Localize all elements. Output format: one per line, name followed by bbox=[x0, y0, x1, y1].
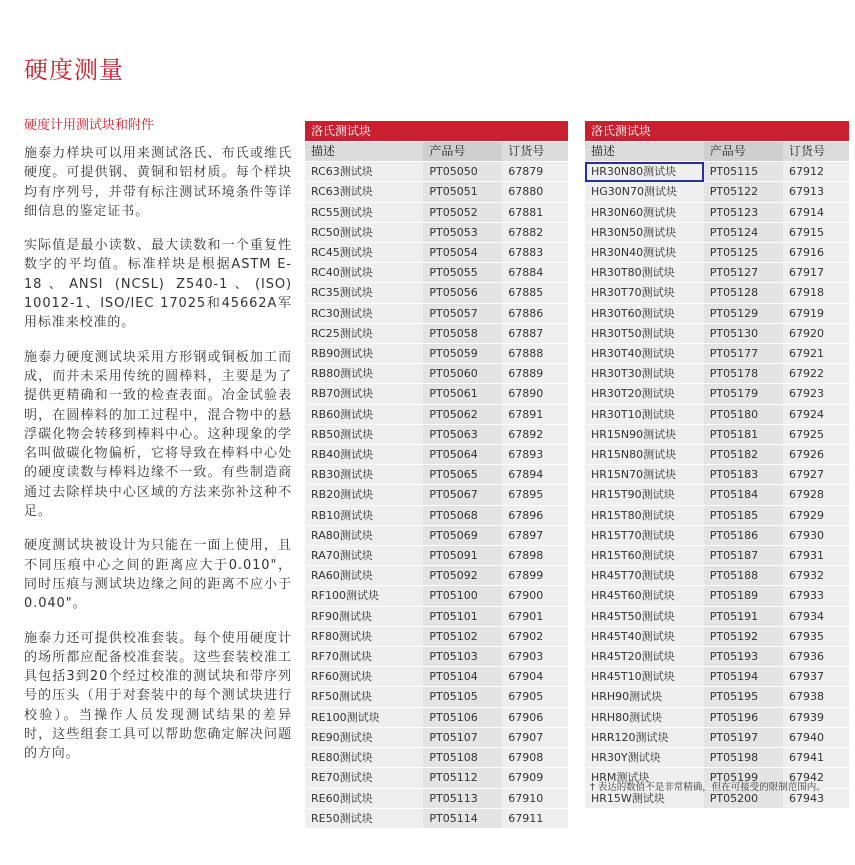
cell-product-number: PT05114 bbox=[423, 808, 502, 828]
cell-order-number: 67908 bbox=[502, 748, 568, 768]
cell-description: RB60测试块 bbox=[305, 404, 423, 424]
table-row bbox=[305, 323, 568, 343]
cell-description: HR45T50测试块 bbox=[585, 606, 704, 626]
cell-description: RE60测试块 bbox=[305, 788, 423, 808]
cell-order-number: 67934 bbox=[783, 606, 849, 626]
cell-description: HR15T90测试块 bbox=[585, 485, 704, 505]
cell-description: HR30Y测试块 bbox=[585, 748, 704, 768]
cell-product-number: PT05050 bbox=[423, 162, 502, 182]
table-row bbox=[585, 727, 849, 747]
cell-product-number: PT05185 bbox=[704, 505, 783, 525]
cell-description: HR30T40测试块 bbox=[585, 344, 704, 364]
cell-product-number: PT05113 bbox=[423, 788, 502, 808]
table-row bbox=[585, 445, 849, 465]
cell-product-number: PT05051 bbox=[423, 182, 502, 202]
cell-description: RC25测试块 bbox=[305, 323, 423, 343]
cell-description: HR15T80测试块 bbox=[585, 505, 704, 525]
cell-description: RE50测试块 bbox=[305, 808, 423, 828]
cell-order-number: 67932 bbox=[783, 566, 849, 586]
cell-order-number: 67893 bbox=[502, 445, 568, 465]
cell-product-number: PT05103 bbox=[423, 647, 502, 667]
cell-product-number: PT05100 bbox=[423, 586, 502, 606]
cell-order-number: 67894 bbox=[502, 465, 568, 485]
cell-description: RB30测试块 bbox=[305, 465, 423, 485]
cell-product-number: PT05124 bbox=[704, 222, 783, 242]
cell-order-number: 67898 bbox=[502, 546, 568, 566]
column-header-product-number: 产品号 bbox=[423, 142, 502, 162]
cell-description: RC55测试块 bbox=[305, 202, 423, 222]
cell-order-number: 67899 bbox=[502, 566, 568, 586]
cell-description: HR15N80测试块 bbox=[585, 445, 704, 465]
table-row bbox=[585, 243, 849, 263]
cell-product-number: PT05196 bbox=[704, 707, 783, 727]
table-row bbox=[585, 222, 849, 242]
cell-order-number: 67943 bbox=[783, 788, 849, 808]
cell-order-number: 67887 bbox=[502, 323, 568, 343]
cell-order-number: 67915 bbox=[783, 222, 849, 242]
cell-description: RB50测试块 bbox=[305, 424, 423, 444]
section-heading: 硬度计用测试块和附件 bbox=[24, 118, 155, 133]
cell-order-number: 67940 bbox=[783, 727, 849, 747]
cell-description: HR30T10测试块 bbox=[585, 404, 704, 424]
cell-order-number: 67921 bbox=[783, 344, 849, 364]
intro-paragraph: 施泰力硬度测试块采用方形钢或铜板加工而成，而并未采用传统的圆棒料，主要是为了提供更精确和一致的检查表面。冶金试验表明，在圆棒料的加工过程中，混合物中的悬浮碳化物会转移到棒料中心。这种现象的学名叫做碳化物偏析，它将导致在棒料中心处的硬度读数与棒料边缘不一致。有些制造商通过去除样块中心区域的方法来弥补这种不足。 bbox=[24, 349, 292, 520]
table-row bbox=[585, 485, 849, 505]
cell-description: HR30N40测试块 bbox=[585, 243, 704, 263]
table-row bbox=[585, 263, 849, 283]
cell-description: HR30T80测试块 bbox=[585, 263, 704, 283]
cell-order-number: 67928 bbox=[783, 485, 849, 505]
cell-order-number: 67913 bbox=[783, 182, 849, 202]
page-title: 硬度测量 bbox=[24, 56, 124, 84]
cell-order-number: 67904 bbox=[502, 667, 568, 687]
table-row bbox=[305, 344, 568, 364]
cell-product-number: PT05200 bbox=[704, 788, 783, 808]
cell-order-number: 67938 bbox=[783, 687, 849, 707]
cell-description: RE80测试块 bbox=[305, 748, 423, 768]
cell-product-number: PT05107 bbox=[423, 727, 502, 747]
cell-description: RB90测试块 bbox=[305, 344, 423, 364]
table-row bbox=[585, 667, 849, 687]
table-row bbox=[305, 808, 568, 828]
cell-description: RF100测试块 bbox=[305, 586, 423, 606]
cell-description: RC40测试块 bbox=[305, 263, 423, 283]
cell-order-number: 67882 bbox=[502, 222, 568, 242]
cell-product-number: PT05063 bbox=[423, 424, 502, 444]
cell-description: RF70测试块 bbox=[305, 647, 423, 667]
cell-product-number: PT05178 bbox=[704, 364, 783, 384]
cell-product-number: PT05199 bbox=[704, 768, 783, 788]
cell-product-number: PT05195 bbox=[704, 687, 783, 707]
column-header-order-number: 订货号 bbox=[783, 142, 849, 162]
cell-description: HR30T30测试块 bbox=[585, 364, 704, 384]
cell-order-number: 67884 bbox=[502, 263, 568, 283]
cell-product-number: PT05067 bbox=[423, 485, 502, 505]
cell-product-number: PT05197 bbox=[704, 727, 783, 747]
table-row bbox=[305, 202, 568, 222]
cell-product-number: PT05108 bbox=[423, 748, 502, 768]
cell-order-number: 67890 bbox=[502, 384, 568, 404]
intro-paragraph: 施泰力样块可以用来测试洛氏、布氏或维氏硬度。可提供钢、黄铜和铝材质。每个样块均有序列号，并带有标注测试环境条件等详细信息的鉴定证书。 bbox=[24, 146, 292, 219]
cell-product-number: PT05106 bbox=[423, 707, 502, 727]
cell-description: HR30T50测试块 bbox=[585, 323, 704, 343]
cell-product-number: PT05105 bbox=[423, 687, 502, 707]
table-row bbox=[585, 424, 849, 444]
cell-product-number: PT05189 bbox=[704, 586, 783, 606]
cell-product-number: PT05127 bbox=[704, 263, 783, 283]
table-row bbox=[585, 505, 849, 525]
table-row bbox=[305, 768, 568, 788]
column-header-order-number: 订货号 bbox=[502, 142, 568, 162]
table-row bbox=[305, 465, 568, 485]
table-row bbox=[585, 384, 849, 404]
cell-product-number: PT05104 bbox=[423, 667, 502, 687]
table-row bbox=[585, 525, 849, 545]
cell-product-number: PT05188 bbox=[704, 566, 783, 586]
table-caption: 洛氏测试块 bbox=[585, 121, 849, 142]
cell-order-number: 67927 bbox=[783, 465, 849, 485]
cell-order-number: 67903 bbox=[502, 647, 568, 667]
cell-description: HG30N70测试块 bbox=[585, 182, 704, 202]
table-row bbox=[305, 687, 568, 707]
cell-product-number: PT05183 bbox=[704, 465, 783, 485]
table-row bbox=[305, 182, 568, 202]
column-header-product-number: 产品号 bbox=[704, 142, 783, 162]
rockwell-table-left bbox=[305, 121, 568, 829]
table-row bbox=[305, 566, 568, 586]
table-row bbox=[305, 424, 568, 444]
table-row bbox=[305, 626, 568, 646]
table-row bbox=[305, 586, 568, 606]
cell-description: HRH90测试块 bbox=[585, 687, 704, 707]
intro-paragraph: 硬度测试块被设计为只能在一面上使用，且不同压痕中心之间的距离应大于0.010"，同时压痕与测试块边缘之间的距离不应小于0.040"。 bbox=[24, 538, 292, 612]
table-row bbox=[305, 788, 568, 808]
cell-description: HR15N90测试块 bbox=[585, 424, 704, 444]
cell-product-number: PT05102 bbox=[423, 626, 502, 646]
table-row bbox=[305, 404, 568, 424]
cell-order-number: 67885 bbox=[502, 283, 568, 303]
cell-order-number: 67907 bbox=[502, 727, 568, 747]
table-row bbox=[305, 546, 568, 566]
cell-description: RB40测试块 bbox=[305, 445, 423, 465]
table-row bbox=[305, 525, 568, 545]
cell-description: RF50测试块 bbox=[305, 687, 423, 707]
cell-order-number: 67902 bbox=[502, 626, 568, 646]
cell-order-number: 67918 bbox=[783, 283, 849, 303]
cell-product-number: PT05061 bbox=[423, 384, 502, 404]
intro-paragraph: 实际值是最小读数、最大读数和一个重复性数字的平均值。标准样块是根据ASTM E-18、ANSI (NCSL) Z540-1、(ISO) 10012-1、ISO/IEC 17025和45662A军用标准来校准的。 bbox=[24, 238, 292, 331]
cell-description: RB10测试块 bbox=[305, 505, 423, 525]
table-row bbox=[585, 283, 849, 303]
cell-description: HR30T60测试块 bbox=[585, 303, 704, 323]
cell-order-number: 67941 bbox=[783, 748, 849, 768]
column-header-description: 描述 bbox=[585, 142, 704, 162]
cell-description: HR30N80测试块 bbox=[585, 162, 704, 182]
cell-description: RB20测试块 bbox=[305, 485, 423, 505]
cell-product-number: PT05129 bbox=[704, 303, 783, 323]
cell-order-number: 67905 bbox=[502, 687, 568, 707]
cell-description: RF80测试块 bbox=[305, 626, 423, 646]
cell-product-number: PT05180 bbox=[704, 404, 783, 424]
table-row bbox=[585, 182, 849, 202]
cell-description: RF90测试块 bbox=[305, 606, 423, 626]
cell-description: HRH80测试块 bbox=[585, 707, 704, 727]
cell-order-number: 67926 bbox=[783, 445, 849, 465]
cell-order-number: 67930 bbox=[783, 525, 849, 545]
cell-product-number: PT05062 bbox=[423, 404, 502, 424]
table-row bbox=[305, 748, 568, 768]
cell-order-number: 67925 bbox=[783, 424, 849, 444]
cell-order-number: 67906 bbox=[502, 707, 568, 727]
cell-description: HRR120测试块 bbox=[585, 727, 704, 747]
rockwell-table-right bbox=[585, 121, 849, 809]
cell-description: HRM测试块 bbox=[585, 768, 704, 788]
cell-order-number: 67916 bbox=[783, 243, 849, 263]
cell-order-number: 67922 bbox=[783, 364, 849, 384]
table-row bbox=[585, 606, 849, 626]
cell-product-number: PT05101 bbox=[423, 606, 502, 626]
table-row bbox=[585, 202, 849, 222]
table-row bbox=[305, 384, 568, 404]
cell-product-number: PT05192 bbox=[704, 626, 783, 646]
cell-order-number: 67891 bbox=[502, 404, 568, 424]
table-row bbox=[585, 344, 849, 364]
table-row bbox=[585, 465, 849, 485]
cell-order-number: 67896 bbox=[502, 505, 568, 525]
cell-order-number: 67892 bbox=[502, 424, 568, 444]
cell-product-number: PT05123 bbox=[704, 202, 783, 222]
cell-product-number: PT05194 bbox=[704, 667, 783, 687]
cell-order-number: 67919 bbox=[783, 303, 849, 323]
cell-order-number: 67936 bbox=[783, 647, 849, 667]
cell-order-number: 67923 bbox=[783, 384, 849, 404]
cell-order-number: 67889 bbox=[502, 364, 568, 384]
cell-product-number: PT05068 bbox=[423, 505, 502, 525]
cell-order-number: 67888 bbox=[502, 344, 568, 364]
cell-order-number: 67942 bbox=[783, 768, 849, 788]
cell-description: RE90测试块 bbox=[305, 727, 423, 747]
cell-description: HR15T60测试块 bbox=[585, 546, 704, 566]
cell-description: RE100测试块 bbox=[305, 707, 423, 727]
table-row bbox=[305, 647, 568, 667]
cell-product-number: PT05059 bbox=[423, 344, 502, 364]
cell-order-number: 67929 bbox=[783, 505, 849, 525]
cell-description: RA70测试块 bbox=[305, 546, 423, 566]
table-row bbox=[585, 748, 849, 768]
cell-order-number: 67931 bbox=[783, 546, 849, 566]
table-row bbox=[305, 283, 568, 303]
table-row bbox=[585, 323, 849, 343]
cell-order-number: 67879 bbox=[502, 162, 568, 182]
cell-description: RC50测试块 bbox=[305, 222, 423, 242]
cell-product-number: PT05193 bbox=[704, 647, 783, 667]
cell-description: HR45T10测试块 bbox=[585, 667, 704, 687]
table-row bbox=[585, 647, 849, 667]
cell-order-number: 67910 bbox=[502, 788, 568, 808]
cell-product-number: PT05177 bbox=[704, 344, 783, 364]
cell-description: RC35测试块 bbox=[305, 283, 423, 303]
cell-product-number: PT05052 bbox=[423, 202, 502, 222]
table-row bbox=[585, 566, 849, 586]
cell-description: RF60测试块 bbox=[305, 667, 423, 687]
cell-description: HR45T40测试块 bbox=[585, 626, 704, 646]
cell-product-number: PT05186 bbox=[704, 525, 783, 545]
cell-product-number: PT05064 bbox=[423, 445, 502, 465]
cell-description: HR30T70测试块 bbox=[585, 283, 704, 303]
table-row bbox=[305, 606, 568, 626]
cell-product-number: PT05054 bbox=[423, 243, 502, 263]
cell-description: HR30N60测试块 bbox=[585, 202, 704, 222]
cell-product-number: PT05112 bbox=[423, 768, 502, 788]
cell-product-number: PT05128 bbox=[704, 283, 783, 303]
cell-product-number: PT05187 bbox=[704, 546, 783, 566]
cell-product-number: PT05179 bbox=[704, 384, 783, 404]
table-row bbox=[305, 505, 568, 525]
cell-description: RA60测试块 bbox=[305, 566, 423, 586]
cell-description: RE70测试块 bbox=[305, 768, 423, 788]
cell-order-number: 67883 bbox=[502, 243, 568, 263]
cell-description: RC30测试块 bbox=[305, 303, 423, 323]
cell-description: HR30T20测试块 bbox=[585, 384, 704, 404]
table-row bbox=[585, 626, 849, 646]
table-row bbox=[305, 222, 568, 242]
table-row bbox=[585, 364, 849, 384]
cell-order-number: 67909 bbox=[502, 768, 568, 788]
cell-order-number: 67924 bbox=[783, 404, 849, 424]
cell-description: RC45测试块 bbox=[305, 243, 423, 263]
cell-description: HR15W测试块 bbox=[585, 788, 704, 808]
table-row bbox=[585, 303, 849, 323]
cell-description: RB80测试块 bbox=[305, 364, 423, 384]
cell-product-number: PT05069 bbox=[423, 525, 502, 545]
table-row bbox=[305, 667, 568, 687]
table-row bbox=[585, 586, 849, 606]
table-row bbox=[305, 445, 568, 465]
cell-product-number: PT05057 bbox=[423, 303, 502, 323]
footnote: † 表达的数值不是非常精确，但在可接受的限制范围内。 bbox=[590, 782, 826, 793]
cell-order-number: 67897 bbox=[502, 525, 568, 545]
cell-product-number: PT05130 bbox=[704, 323, 783, 343]
cell-order-number: 67939 bbox=[783, 707, 849, 727]
cell-description: HR45T70测试块 bbox=[585, 566, 704, 586]
cell-product-number: PT05092 bbox=[423, 566, 502, 586]
cell-order-number: 67933 bbox=[783, 586, 849, 606]
cell-order-number: 67886 bbox=[502, 303, 568, 323]
cell-order-number: 67901 bbox=[502, 606, 568, 626]
cell-description: RA80测试块 bbox=[305, 525, 423, 545]
column-header-description: 描述 bbox=[305, 142, 423, 162]
table-row bbox=[305, 263, 568, 283]
cell-order-number: 67935 bbox=[783, 626, 849, 646]
table-row bbox=[585, 707, 849, 727]
cell-order-number: 67917 bbox=[783, 263, 849, 283]
cell-description: HR45T60测试块 bbox=[585, 586, 704, 606]
table-row bbox=[585, 162, 849, 182]
table-row bbox=[585, 546, 849, 566]
cell-product-number: PT05060 bbox=[423, 364, 502, 384]
cell-description: RC63测试块 bbox=[305, 182, 423, 202]
cell-order-number: 67900 bbox=[502, 586, 568, 606]
cell-product-number: PT05065 bbox=[423, 465, 502, 485]
table-caption: 洛氏测试块 bbox=[305, 121, 568, 142]
cell-product-number: PT05053 bbox=[423, 222, 502, 242]
cell-description: HR30N50测试块 bbox=[585, 222, 704, 242]
table-row bbox=[305, 485, 568, 505]
intro-column bbox=[24, 117, 292, 779]
table-row bbox=[305, 243, 568, 263]
cell-product-number: PT05198 bbox=[704, 748, 783, 768]
cell-order-number: 67912 bbox=[783, 162, 849, 182]
cell-product-number: PT05058 bbox=[423, 323, 502, 343]
cell-order-number: 67911 bbox=[502, 808, 568, 828]
cell-product-number: PT05125 bbox=[704, 243, 783, 263]
cell-product-number: PT05091 bbox=[423, 546, 502, 566]
table-row bbox=[305, 162, 568, 182]
table-row bbox=[585, 404, 849, 424]
cell-product-number: PT05122 bbox=[704, 182, 783, 202]
cell-description: HR15N70测试块 bbox=[585, 465, 704, 485]
cell-product-number: PT05184 bbox=[704, 485, 783, 505]
table-row bbox=[305, 364, 568, 384]
table-row bbox=[305, 707, 568, 727]
cell-description: HR15T70测试块 bbox=[585, 525, 704, 545]
cell-order-number: 67895 bbox=[502, 485, 568, 505]
cell-product-number: PT05115 bbox=[704, 162, 783, 182]
cell-order-number: 67881 bbox=[502, 202, 568, 222]
table-row bbox=[305, 303, 568, 323]
cell-order-number: 67937 bbox=[783, 667, 849, 687]
cell-product-number: PT05181 bbox=[704, 424, 783, 444]
cell-product-number: PT05191 bbox=[704, 606, 783, 626]
intro-paragraph: 施泰力还可提供校准套装。每个使用硬度计的场所都应配备校准套装。这些套装校准工具包括3到20个经过校准的测试块和带序列号的压头（用于对套装中的每个测试块进行校验）。当操作人员发现测试结果的差异时，这些组套工具可以帮助您确定解决问题的方向。 bbox=[24, 630, 292, 762]
table-row bbox=[305, 727, 568, 747]
cell-description: RC63测试块 bbox=[305, 162, 423, 182]
cell-description: RB70测试块 bbox=[305, 384, 423, 404]
cell-description: HR45T20测试块 bbox=[585, 647, 704, 667]
cell-order-number: 67914 bbox=[783, 202, 849, 222]
cell-product-number: PT05182 bbox=[704, 445, 783, 465]
table-row bbox=[585, 687, 849, 707]
cell-order-number: 67880 bbox=[502, 182, 568, 202]
cell-order-number: 67920 bbox=[783, 323, 849, 343]
cell-product-number: PT05055 bbox=[423, 263, 502, 283]
cell-product-number: PT05056 bbox=[423, 283, 502, 303]
